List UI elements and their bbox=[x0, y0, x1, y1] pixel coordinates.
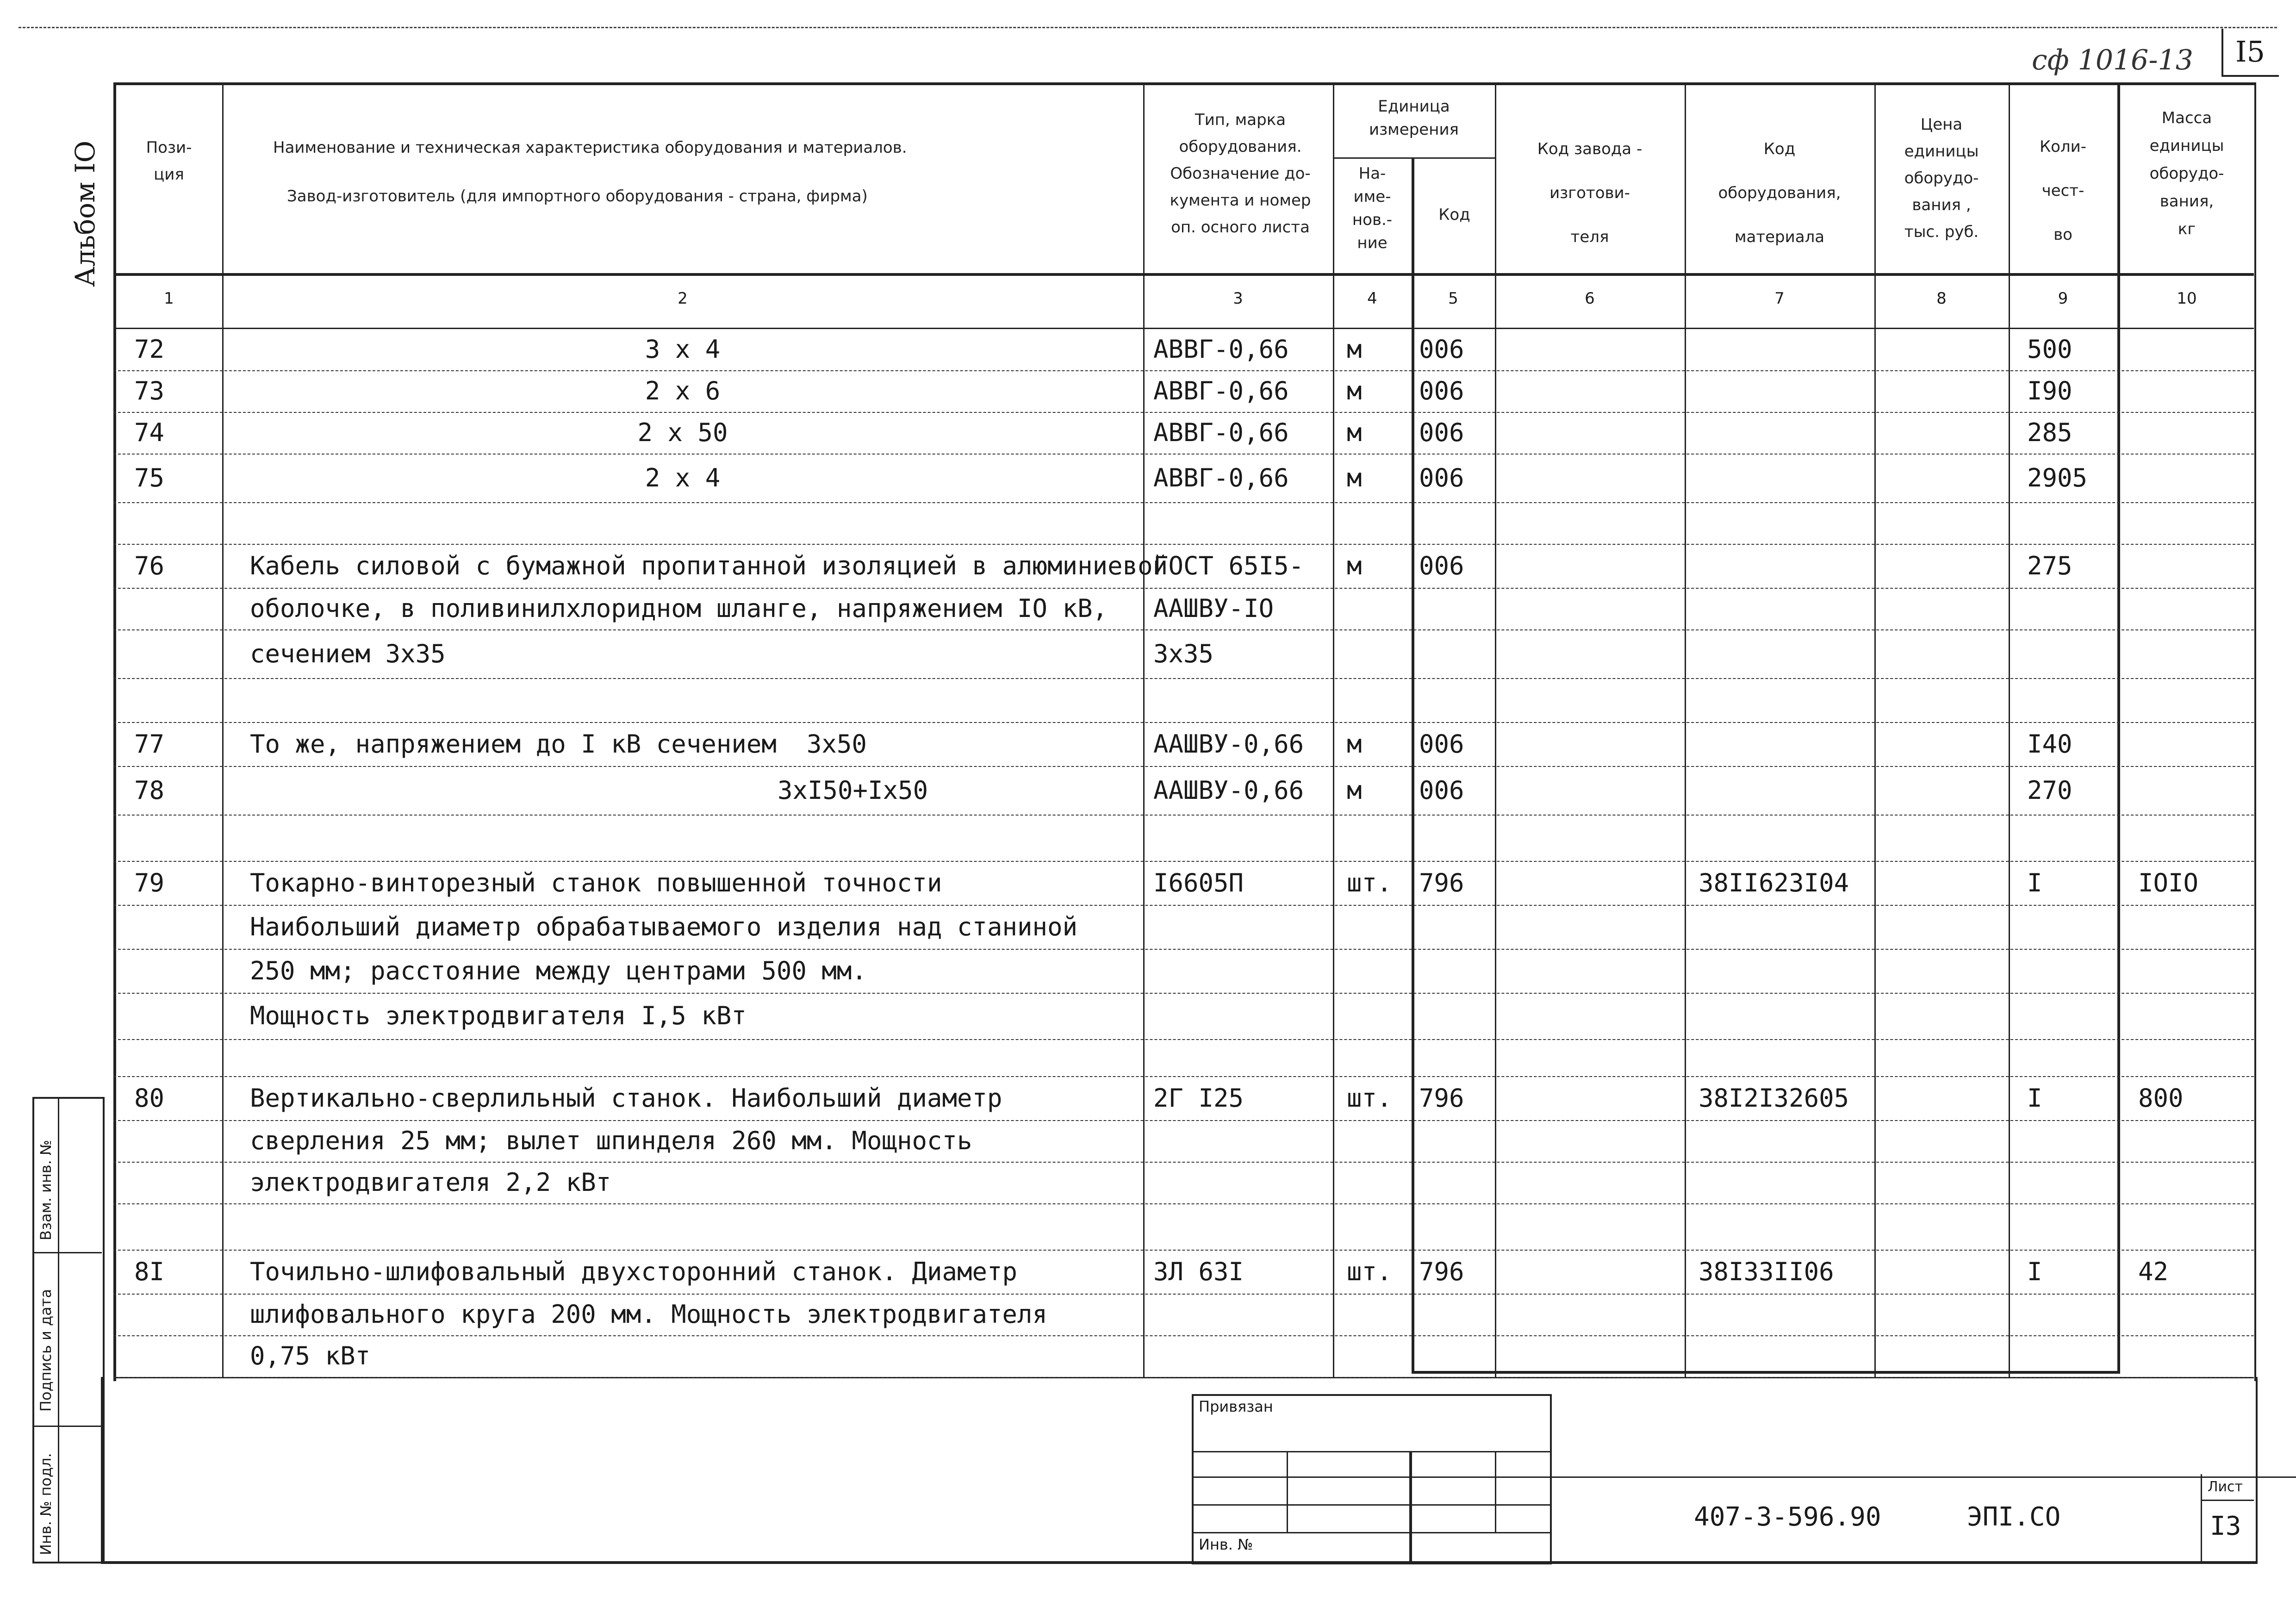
cell-name: шлифовального круга 200 мм. Мощность электродвигателя bbox=[250, 1300, 1048, 1329]
cell-type: ААШВУ-0,66 bbox=[1153, 729, 1304, 759]
album-label: Альбом IO bbox=[69, 140, 101, 287]
colnum-8: 8 bbox=[1936, 289, 1947, 308]
bound-vline-2 bbox=[1409, 1451, 1412, 1561]
header-unit-name: На- име- нов.- ние bbox=[1352, 164, 1393, 252]
cell-pos: 75 bbox=[134, 463, 165, 492]
header-mass: Масса единицы оборудо- вания, кг bbox=[2149, 109, 2224, 238]
side-stamp-sep-2 bbox=[32, 1426, 102, 1427]
cell-name: 250 мм; расстояние между центрами 500 мм. bbox=[250, 956, 867, 985]
cell-code: 796 bbox=[1419, 868, 1464, 897]
row-separator bbox=[113, 454, 2254, 455]
header-name-line2: Завод-изготовитель (для импортного оборудования - страна, фирма) bbox=[287, 187, 868, 206]
thick-base-line bbox=[1412, 1371, 2120, 1374]
cell-name: сверления 25 мм; вылет шпинделя 260 мм. Мощность bbox=[250, 1126, 972, 1155]
cell-qty: 285 bbox=[2027, 418, 2072, 447]
sheet-label: Лист bbox=[2208, 1479, 2243, 1495]
row-separator bbox=[113, 1120, 2254, 1121]
cell-code: 796 bbox=[1419, 1257, 1464, 1286]
doc-code: 407-3-596.90 bbox=[1694, 1502, 1881, 1532]
cell-pos: 76 bbox=[134, 551, 165, 580]
header-plant-code: Код завода - изготови- теля bbox=[1537, 140, 1643, 246]
cell-name: электродвигателя 2,2 кВт bbox=[250, 1168, 611, 1197]
row-separator bbox=[113, 502, 2254, 503]
col-divider-8 bbox=[2009, 82, 2010, 1378]
side-stamp-sep-1 bbox=[32, 1252, 102, 1253]
cell-type: I6605П bbox=[1153, 868, 1244, 897]
row-separator bbox=[113, 1039, 2254, 1040]
bound-line-4 bbox=[1192, 1532, 1550, 1533]
cell-name: Мощность электродвигателя I,5 кВт bbox=[250, 1001, 747, 1030]
corner-number: I5 bbox=[2235, 35, 2265, 69]
cell-qty: 500 bbox=[2027, 335, 2072, 364]
header-equip-code: Код оборудования, материала bbox=[1718, 140, 1841, 246]
cell-name: 2 x 50 bbox=[637, 418, 728, 447]
cell-name: Вертикально-сверлильный станок. Наибольший диаметр bbox=[250, 1083, 1002, 1113]
cell-code: 006 bbox=[1419, 729, 1464, 759]
row-separator bbox=[113, 629, 2254, 630]
col-divider-1 bbox=[222, 82, 224, 1378]
bound-line-1 bbox=[1192, 1451, 1550, 1452]
cell-type: ААШВУ-0,66 bbox=[1153, 775, 1304, 805]
colnum-7: 7 bbox=[1774, 289, 1785, 308]
cell-qty: I90 bbox=[2027, 376, 2072, 405]
colnum-4: 4 bbox=[1367, 289, 1377, 308]
cell-name: 3 x 4 bbox=[645, 335, 721, 364]
cell-name: 2 x 6 bbox=[645, 376, 721, 405]
col-divider-5 bbox=[1495, 82, 1496, 1378]
row-separator bbox=[113, 949, 2254, 950]
cell-name: Кабель силовой с бумажной пропитанной изоляцией в алюминиевой bbox=[250, 551, 1168, 580]
colnum-9: 9 bbox=[2058, 289, 2068, 308]
cell-unit: шт. bbox=[1347, 868, 1392, 897]
cell-qty: I bbox=[2027, 1083, 2042, 1113]
row-separator bbox=[113, 861, 2254, 862]
row-separator bbox=[113, 1203, 2254, 1204]
cell-name: Точильно-шлифовальный двухсторонний станок. Диаметр bbox=[250, 1257, 1018, 1286]
row-separator bbox=[113, 766, 2254, 767]
row-separator bbox=[113, 1335, 2254, 1336]
side-stamp-replace: Взам. инв. № bbox=[37, 1140, 55, 1240]
header-unit-code: Код bbox=[1438, 206, 1470, 224]
colnum-5: 5 bbox=[1448, 289, 1458, 308]
col-divider-4 bbox=[1412, 157, 1414, 1372]
cell-name: Токарно-винторезный станок повышенной точности bbox=[250, 868, 942, 897]
sheet-vline bbox=[2201, 1474, 2202, 1562]
cell-name: 0,75 кВт bbox=[250, 1341, 371, 1370]
row-separator bbox=[113, 678, 2254, 679]
sheet-line bbox=[2201, 1500, 2254, 1501]
cell-code: 006 bbox=[1419, 376, 1464, 405]
cell-qty: I bbox=[2027, 1257, 2042, 1286]
cell-unit: м bbox=[1347, 775, 1362, 805]
unit-group-line bbox=[1333, 157, 1495, 159]
row-separator bbox=[113, 370, 2254, 371]
header-name-line1: Наименование и техническая характеристика оборудования и материалов. bbox=[273, 138, 907, 157]
row-separator bbox=[113, 815, 2254, 816]
cell-mass: 42 bbox=[2138, 1257, 2169, 1286]
row-separator bbox=[113, 544, 2254, 545]
col-divider-6 bbox=[1685, 82, 1686, 1378]
header-quantity: Коли- чест- во bbox=[2039, 137, 2087, 244]
row-separator bbox=[113, 905, 2254, 906]
cell-mass: IOIO bbox=[2138, 868, 2199, 897]
cell-equip: 38I2I32605 bbox=[1699, 1083, 1849, 1113]
cell-mass: 800 bbox=[2138, 1083, 2184, 1113]
cell-qty: I40 bbox=[2027, 729, 2072, 759]
cell-unit: м bbox=[1347, 418, 1362, 447]
header-type: Тип, марка оборудования. Обозначение до- кумента и номер оп. осного листа bbox=[1170, 111, 1311, 237]
cell-code: 796 bbox=[1419, 1083, 1464, 1113]
col-divider-9 bbox=[2117, 82, 2120, 1374]
bound-vline-1 bbox=[1287, 1451, 1288, 1532]
top-rule bbox=[19, 27, 2277, 28]
cell-name: сечением 3x35 bbox=[250, 639, 446, 668]
row-separator bbox=[113, 1294, 2254, 1295]
row-separator bbox=[113, 588, 2254, 589]
cell-code: 006 bbox=[1419, 551, 1464, 580]
cell-pos: 8I bbox=[134, 1257, 165, 1286]
row-separator bbox=[113, 722, 2254, 723]
bound-vline-3 bbox=[1495, 1451, 1496, 1532]
cell-pos: 79 bbox=[134, 868, 165, 897]
sheet-number: I3 bbox=[2210, 1511, 2241, 1541]
bound-line-3 bbox=[1192, 1504, 1550, 1506]
row-separator bbox=[113, 1076, 2254, 1077]
cell-code: 006 bbox=[1419, 775, 1464, 805]
cell-type: АВВГ-0,66 bbox=[1153, 418, 1289, 447]
cell-qty: I bbox=[2027, 868, 2042, 897]
cell-qty: 2905 bbox=[2027, 463, 2088, 492]
colnum-2: 2 bbox=[678, 289, 688, 308]
row-separator bbox=[113, 412, 2254, 413]
col-divider-3 bbox=[1333, 82, 1334, 1378]
colnum-bottom-line bbox=[113, 328, 2254, 329]
cell-type: ГОСТ 65I5- bbox=[1153, 551, 1304, 580]
colnum-10: 10 bbox=[2177, 289, 2197, 308]
colnum-6: 6 bbox=[1585, 289, 1595, 308]
bottom-frame bbox=[101, 1377, 2258, 1564]
row-separator bbox=[113, 993, 2254, 994]
side-stamp-divider bbox=[58, 1097, 59, 1562]
side-stamp-signature: Подпись и дата bbox=[37, 1289, 55, 1412]
header-bottom-line bbox=[113, 273, 2254, 276]
row-separator bbox=[113, 1250, 2254, 1251]
cell-name: оболочке, в поливинилхлоридном шланге, напряжением IO кВ, bbox=[250, 594, 1108, 623]
cell-type: ААШВУ-IO bbox=[1153, 594, 1274, 623]
cell-unit: м bbox=[1347, 376, 1362, 405]
title-line-2 bbox=[1192, 1476, 2296, 1478]
cell-name: 2 x 4 bbox=[645, 463, 721, 492]
side-stamp-original: Инв. № подл. bbox=[37, 1453, 55, 1555]
cell-name: 3xI50+Ix50 bbox=[778, 775, 928, 805]
handwritten-code: сф 1016-13 bbox=[2032, 44, 2193, 76]
cell-type: 2Г I25 bbox=[1153, 1083, 1244, 1113]
cell-equip: 38I33II06 bbox=[1699, 1257, 1834, 1286]
cell-pos: 77 bbox=[134, 729, 165, 759]
cell-unit: шт. bbox=[1347, 1257, 1392, 1286]
cell-code: 006 bbox=[1419, 463, 1464, 492]
cell-pos: 73 bbox=[134, 376, 165, 405]
header-position: Пози- ция bbox=[146, 138, 192, 184]
cell-unit: м bbox=[1347, 551, 1362, 580]
cell-unit: м bbox=[1347, 463, 1362, 492]
bound-label: Привязан bbox=[1199, 1398, 1273, 1415]
inv-label: Инв. № bbox=[1199, 1536, 1253, 1553]
cell-type: 3Л 63I bbox=[1153, 1257, 1244, 1286]
cell-unit: м bbox=[1347, 729, 1362, 759]
cell-type: 3x35 bbox=[1153, 639, 1214, 668]
cell-pos: 72 bbox=[134, 335, 165, 364]
cell-unit: шт. bbox=[1347, 1083, 1392, 1113]
cell-type: АВВГ-0,66 bbox=[1153, 376, 1289, 405]
cell-name: То же, напряжением до I кВ сечением 3x50 bbox=[250, 729, 867, 759]
cell-qty: 275 bbox=[2027, 551, 2072, 580]
cell-name: Наибольший диаметр обрабатываемого изделия над станиной bbox=[250, 912, 1078, 941]
header-unit-group: Единица измерения bbox=[1369, 97, 1459, 139]
header-price: Цена единицы оборудо- вания , тыс. руб. bbox=[1904, 115, 1979, 241]
cell-qty: 270 bbox=[2027, 775, 2072, 805]
cell-pos: 74 bbox=[134, 418, 165, 447]
cell-code: 006 bbox=[1419, 418, 1464, 447]
cell-unit: м bbox=[1347, 335, 1362, 364]
doc-mark: ЭПI.CO bbox=[1967, 1502, 2061, 1532]
cell-code: 006 bbox=[1419, 335, 1464, 364]
col-divider-2 bbox=[1143, 82, 1145, 1378]
cell-pos: 80 bbox=[134, 1083, 165, 1113]
cell-pos: 78 bbox=[134, 775, 165, 805]
cell-type: АВВГ-0,66 bbox=[1153, 335, 1289, 364]
cell-equip: 38II623I04 bbox=[1699, 868, 1849, 897]
colnum-3: 3 bbox=[1233, 289, 1243, 308]
col-divider-7 bbox=[1874, 82, 1876, 1378]
cell-type: АВВГ-0,66 bbox=[1153, 463, 1289, 492]
colnum-1: 1 bbox=[164, 289, 174, 308]
row-separator bbox=[113, 1162, 2254, 1163]
